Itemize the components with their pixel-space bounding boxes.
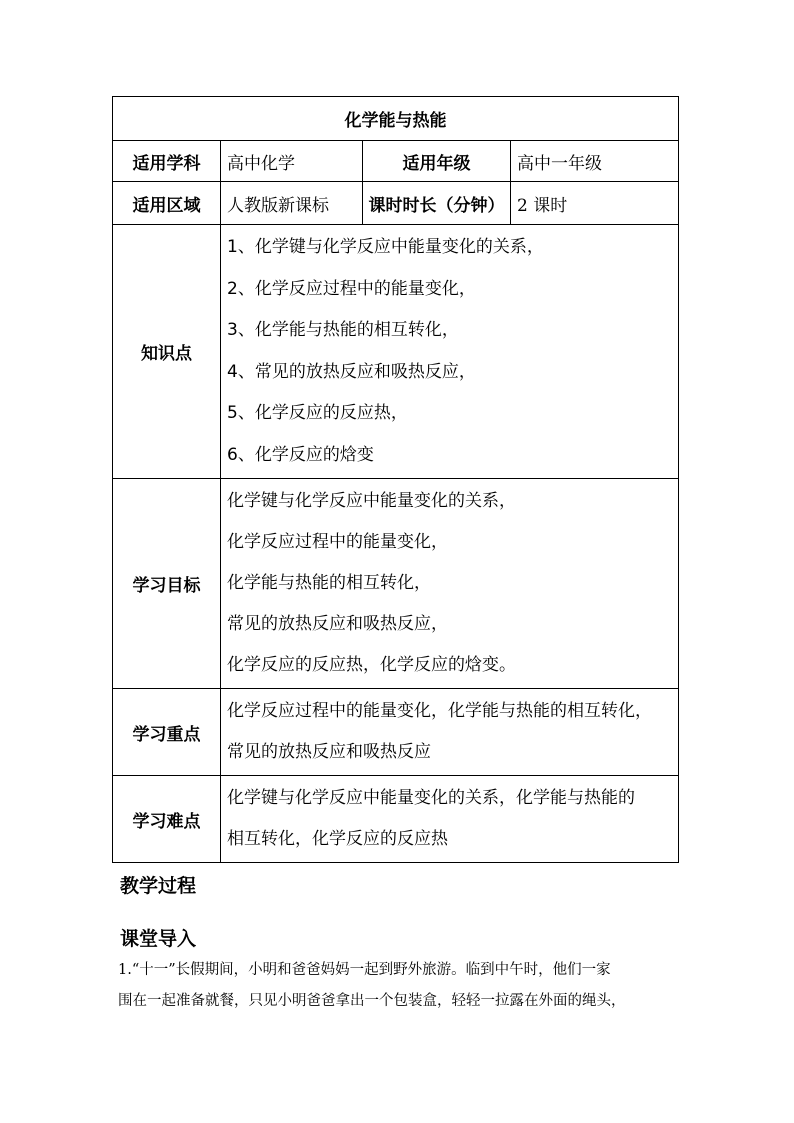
knowledge-item: 1、化学键与化学反应中能量变化的关系， (227, 237, 544, 257)
grade-value: 高中一年级 (511, 141, 679, 182)
objectives-list (221, 479, 679, 689)
key-point-item: 常见的放热反应和吸热反应 (227, 742, 431, 762)
objectives-label: 学习目标 (113, 479, 221, 689)
difficulties-label: 学习难点 (113, 776, 221, 863)
objective-item: 化学反应的反应热，化学反应的焓变。 (227, 655, 516, 675)
key-point-item: 化学反应过程中的能量变化，化学能与热能的相互转化， (227, 701, 652, 721)
duration-value: 2 课时 (511, 182, 679, 225)
subject-value: 高中化学 (221, 141, 363, 182)
objective-item: 化学键与化学反应中能量变化的关系， (227, 491, 516, 511)
key-points-label: 学习重点 (113, 689, 221, 776)
duration-label: 课时时长（分钟） (363, 182, 511, 225)
key-points-list (221, 689, 679, 776)
knowledge-item: 5、化学反应的反应热， (227, 403, 408, 423)
paragraph-line: 1.“十一”长假期间，小明和爸爸妈妈一起到野外旅游。临到中午时，他们一家 (118, 962, 611, 978)
difficulty-item: 相互转化，化学反应的反应热 (227, 829, 448, 849)
subject-label: 适用学科 (113, 141, 221, 182)
section-intro: 课堂导入 (120, 928, 197, 950)
region-value: 人教版新课标 (221, 182, 363, 225)
lesson-info-table (112, 96, 679, 863)
section-teaching-process: 教学过程 (120, 875, 197, 897)
difficulties-list (221, 776, 679, 863)
objective-item: 常见的放热反应和吸热反应， (227, 614, 448, 634)
objective-item: 化学能与热能的相互转化， (227, 573, 431, 593)
paragraph-line: 围在一起准备就餐，只见小明爸爸拿出一个包装盒，轻轻一拉露在外面的绳头， (118, 993, 626, 1009)
knowledge-item: 4、常见的放热反应和吸热反应， (227, 361, 476, 382)
objective-item: 化学反应过程中的能量变化， (227, 532, 448, 552)
lesson-title: 化学能与热能 (113, 97, 679, 141)
knowledge-list (221, 225, 679, 479)
knowledge-item: 3、化学能与热能的相互转化， (227, 320, 459, 340)
grade-label: 适用年级 (363, 141, 511, 182)
intro-paragraph (118, 955, 683, 1017)
knowledge-label: 知识点 (113, 225, 221, 479)
knowledge-item: 2、化学反应过程中的能量变化， (227, 278, 476, 299)
knowledge-item: 6、化学反应的焓变 (227, 444, 374, 465)
region-label: 适用区域 (113, 182, 221, 225)
difficulty-item: 化学键与化学反应中能量变化的关系，化学能与热能的 (227, 788, 635, 808)
